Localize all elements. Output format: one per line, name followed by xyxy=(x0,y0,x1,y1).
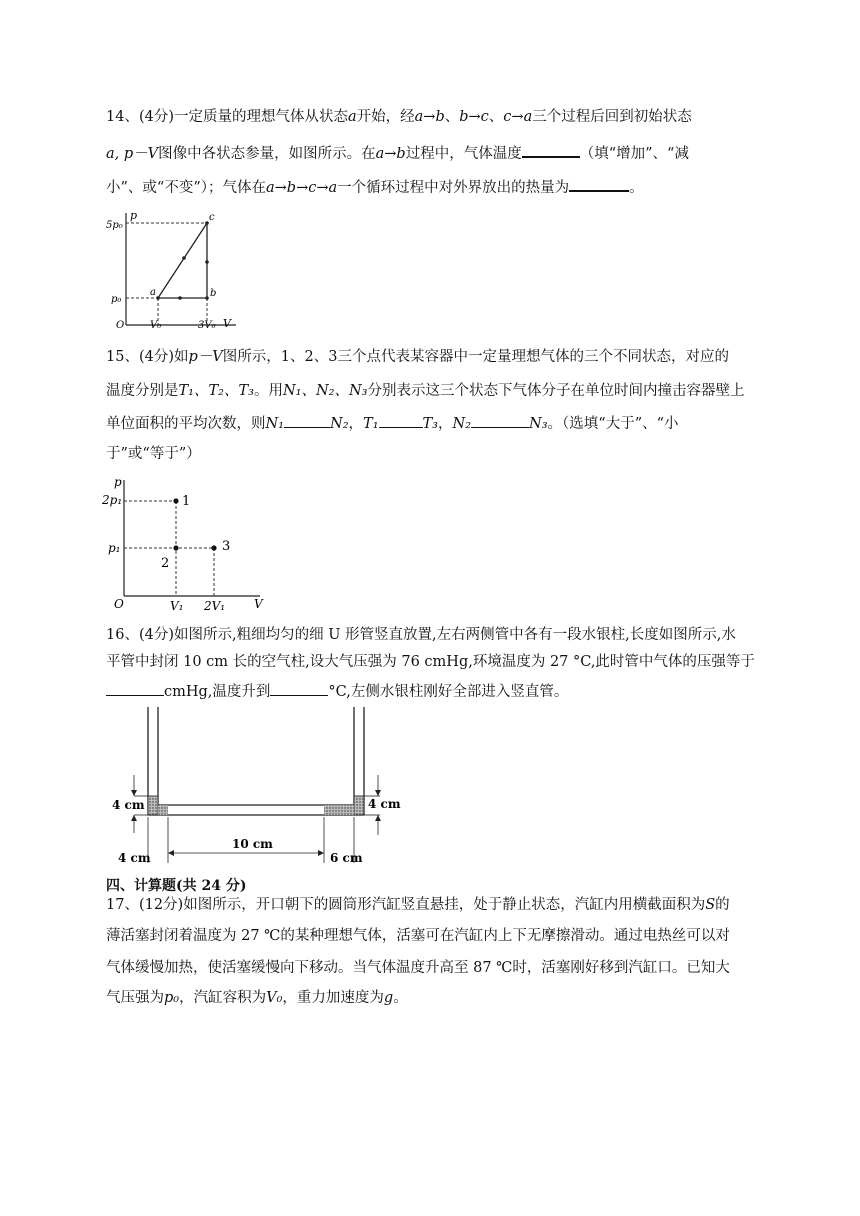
q17-line-2: 薄活塞封闭着温度为 27 ℃的某种理想气体，活塞可在汽缸内上下无摩擦滑动。通过电热丝可以对 xyxy=(106,928,730,944)
q16-dim-mid-arrow-r xyxy=(318,850,324,856)
q14-arrow-ca xyxy=(182,256,186,260)
q15-y-tick-p1: p₁ xyxy=(108,541,121,555)
q14-answer-blank-2[interactable] xyxy=(569,176,629,192)
q16-dim-left-arrowhead-top xyxy=(131,790,137,796)
q16-u-tube-figure xyxy=(104,705,414,870)
q16-answer-blank-1[interactable] xyxy=(106,681,164,696)
q14-x-tick-3v0: 3V₀ xyxy=(198,320,216,331)
q16-dim-right-arrowhead-top xyxy=(375,790,381,796)
q16-dim-right-arrowhead-bottom xyxy=(375,815,381,821)
q15-y-label: p xyxy=(114,475,122,489)
q16-dim-left-arrowhead-bottom xyxy=(131,815,137,821)
q16-mercury-left-vertical xyxy=(148,796,158,815)
q15-label-2: 2 xyxy=(161,556,170,571)
q14-arrow-bc xyxy=(205,260,209,264)
q15-origin: O xyxy=(114,597,124,611)
q16-dim-mid-arrow-l xyxy=(168,850,174,856)
q16-answer-blank-2[interactable] xyxy=(270,681,328,696)
q16-label-right-length: 6 cm xyxy=(330,851,363,865)
q16-label-left-length: 4 cm xyxy=(118,851,151,865)
q14-label-c: c xyxy=(209,212,215,223)
q15-label-1: 1 xyxy=(182,494,191,509)
q15-line-1: 15、(4分)如p－V图所示，1、2、3三个点代表某容器中一定量理想气体的三个不同状态，对应的 xyxy=(106,349,729,365)
q14-pv-graph xyxy=(106,205,246,335)
q15-label-3: 3 xyxy=(222,539,231,554)
q15-y-tick-2p1: 2p₁ xyxy=(102,493,123,507)
q14-process-ca xyxy=(158,223,207,298)
q15-answer-blank-3[interactable] xyxy=(471,413,529,428)
q15-line-4: 于”或“等于”） xyxy=(106,446,201,462)
q14-y-label: p xyxy=(130,209,138,222)
q14-line-3: 小”、或“不变”）；气体在a→b→c→a一个循环过程中对外界放出的热量为 。 xyxy=(106,176,644,198)
q15-line-2: 温度分别是T₁、T₂、T₃。用N₁、N₂、N₃分别表示这三个状态下气体分子在单位时间内撞击容器壁上 xyxy=(106,383,745,399)
section-4-title: 四、计算题(共 24 分) xyxy=(106,878,247,894)
q16-label-mid-length: 10 cm xyxy=(232,837,273,851)
q15-line-3: 单位面积的平均次数，则N₁ N₂，T₁ T₃，N₂ N₃。（选填“大于”、“小 xyxy=(106,413,679,434)
q15-point-3 xyxy=(211,545,216,550)
q14-arrow-ab xyxy=(178,296,182,300)
q16-label-left-height: 4 cm xyxy=(112,798,145,812)
q16-mercury-right-vertical xyxy=(354,796,364,815)
q16-mercury-right-horizontal xyxy=(324,805,354,815)
q16-mercury-left-horizontal xyxy=(158,805,168,815)
q14-answer-blank-1[interactable] xyxy=(522,142,580,158)
q15-point-2 xyxy=(173,545,178,550)
q16-label-right-height: 4 cm xyxy=(368,797,401,811)
q14-x-tick-v0: V₀ xyxy=(150,320,162,331)
q14-label-a: a xyxy=(150,287,156,298)
q14-line-2: a, p－V图像中各状态参量，如图所示。在a→b过程中，气体温度 （填“增加”、“减 xyxy=(106,142,689,164)
q17-line-1: 17、(12分)如图所示，开口朝下的圆筒形汽缸竖直悬挂，处于静止状态，汽缸内用横截面积为S的 xyxy=(106,897,730,913)
q17-line-4: 气压强为p₀，汽缸容积为V₀，重力加速度为g。 xyxy=(106,990,408,1006)
q15-x-tick-2v1: 2V₁ xyxy=(204,599,226,613)
q14-y-tick-p0: p₀ xyxy=(111,294,122,305)
q14-line-1: 14、(4分)一定质量的理想气体从状态a开始，经a→b、b→c、c→a三个过程后回到初始状态 xyxy=(106,109,692,125)
q15-x-tick-v1: V₁ xyxy=(170,599,184,613)
q15-x-label: V xyxy=(254,597,263,611)
q14-point-a xyxy=(156,296,160,300)
q15-pv-graph xyxy=(100,470,270,615)
q16-line-3: cmHg,温度升到 °C,左侧水银柱刚好全部进入竖直管。 xyxy=(106,681,568,702)
q17-line-3: 气体缓慢加热，使活塞缓慢向下移动。当气体温度升高至 87 ℃时，活塞刚好移到汽缸口。已知大 xyxy=(106,960,730,976)
q14-point-b xyxy=(205,296,209,300)
q16-line-1: 16、(4分)如图所示,粗细均匀的细 U 形管竖直放置,左右两侧管中各有一段水银柱,长度如图所示,水 xyxy=(106,627,736,643)
q15-answer-blank-2[interactable] xyxy=(379,413,423,428)
q15-answer-blank-1[interactable] xyxy=(284,413,330,428)
q14-y-tick-5p0: 5p₀ xyxy=(106,220,123,231)
q14-label-b: b xyxy=(210,288,217,299)
q14-x-label: V xyxy=(223,317,231,330)
q16-line-2: 平管中封闭 10 cm 长的空气柱,设大气压强为 76 cmHg,环境温度为 27 °C,此时管中气体的压强等于 xyxy=(106,654,755,670)
q15-point-1 xyxy=(173,498,178,503)
q14-origin: O xyxy=(116,320,125,331)
